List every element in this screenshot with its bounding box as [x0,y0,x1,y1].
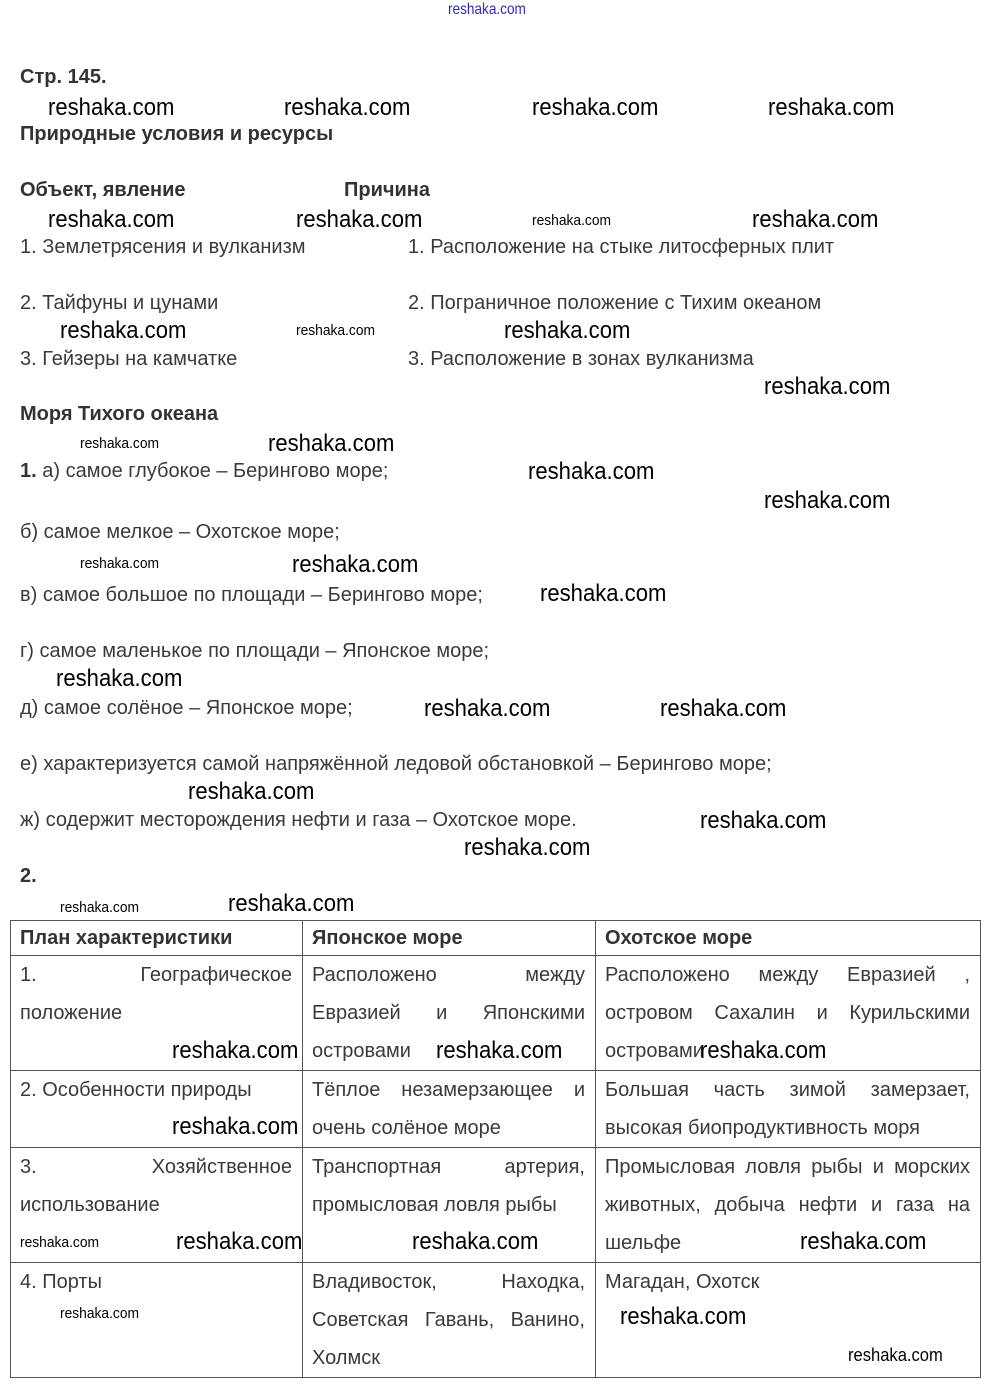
watermark: reshaka.com [172,1113,299,1140]
answer-line: в) самое большое по площади – Берингово море; [20,584,483,606]
watermark: reshaka.com [188,778,315,805]
watermark: reshaka.com [296,322,376,339]
answer-line: ж) содержит месторождения нефти и газа – Охотское море. [20,809,577,831]
watermark: reshaka.com [436,1037,563,1064]
watermark: reshaka.com [764,373,891,400]
watermark: reshaka.com [268,430,395,457]
watermark: reshaka.com [620,1303,747,1330]
watermark: reshaka.com [464,834,591,861]
answer-text: а) самое глубокое – Берингово море; [42,460,389,482]
table-row [11,1263,981,1378]
watermark: reshaka.com [296,206,423,233]
table-cell: 2. Особенности природы [11,1071,303,1148]
watermark: reshaka.com [504,317,631,344]
answer-line: б) самое мелкое – Охотское море; [20,521,340,543]
table-cell: Тёплое незамерзающее и очень солёное море [303,1071,596,1148]
watermark: reshaka.com [700,1037,827,1064]
page-label: Стр. 145. [20,66,107,88]
table-cell: Большая часть зимой замерзает, высокая биопродуктивность моря [596,1071,981,1148]
table-cell: Расположено между Евразией , островом Сахалин и Курильскими островами [596,956,981,1071]
watermark: reshaka.com [172,1037,299,1064]
answer-line: д) самое солёное – Японское море; [20,697,353,719]
watermark: reshaka.com [848,1345,943,1365]
table-cell: 3. Хозяйственное использование [11,1148,303,1263]
table-cell: Транспортная артерия, промысловая ловля рыбы [303,1148,596,1263]
watermark: reshaka.com [60,317,187,344]
table-header: План характеристики [11,921,303,956]
table-cell: Промысловая ловля рыбы и морских животных, добыча нефти и газа на шельфе [596,1148,981,1263]
watermark: reshaka.com [700,807,827,834]
question-number: 1. [20,460,37,482]
watermark: reshaka.com [800,1228,927,1255]
watermark: reshaka.com [532,94,659,121]
table-cell: Магадан, Охотск [596,1263,981,1378]
watermark: reshaka.com [60,899,140,916]
watermark: reshaka.com [532,212,612,229]
object-item: 3. Гейзеры на камчатке [20,348,238,370]
watermark: reshaka.com [540,580,667,607]
watermark: reshaka.com [528,458,655,485]
watermark: reshaka.com [228,890,355,917]
answer-line: е) характеризуется самой напряжённой ледовой обстановкой – Берингово море; [20,753,772,775]
reason-item: 2. Пограничное положение с Тихим океаном [408,292,822,314]
watermark: reshaka.com [80,435,160,452]
watermark: reshaka.com [60,1305,140,1322]
object-item: 2. Тайфуны и цунами [20,292,219,314]
section-title-pacific-seas: Моря Тихого океана [20,403,219,425]
question-number: 2. [20,865,37,887]
watermark: reshaka.com [20,1234,100,1251]
seas-comparison-table [10,920,981,1378]
table-cell: Владивосток, Находка, Советская Гавань, Ванино, Холмск [303,1263,596,1378]
section-title-natural-conditions: Природные условия и ресурсы [20,123,334,145]
watermark: reshaka.com [80,555,160,572]
watermark: reshaka.com [768,94,895,121]
reason-item: 1. Расположение на стыке литосферных плит [408,236,835,258]
table-header-row [11,921,981,956]
reason-item: 3. Расположение в зонах вулканизма [408,348,754,370]
watermark: reshaka.com [752,206,879,233]
answer-line: г) самое маленькое по площади – Японское море; [20,640,490,662]
watermark: reshaka.com [48,206,175,233]
table-row [11,1071,981,1148]
column-header-object: Объект, явление [20,179,186,201]
watermark: reshaka.com [48,94,175,121]
watermark: reshaka.com [448,1,526,18]
object-item: 1. Землетрясения и вулканизм [20,236,306,258]
watermark: reshaka.com [176,1228,303,1255]
watermark: reshaka.com [424,695,551,722]
watermark: reshaka.com [764,487,891,514]
answer-line [20,459,388,483]
watermark: reshaka.com [56,665,183,692]
table-cell: 1. Географическое положение [11,956,303,1071]
watermark: reshaka.com [292,551,419,578]
table-cell: 4. Порты [11,1263,303,1378]
table-header: Охотское море [596,921,981,956]
table-header: Японское море [303,921,596,956]
column-header-reason: Причина [344,179,430,201]
watermark: reshaka.com [284,94,411,121]
watermark: reshaka.com [660,695,787,722]
table-cell: Расположено между Евразией и Японскими островами [303,956,596,1071]
watermark: reshaka.com [412,1228,539,1255]
